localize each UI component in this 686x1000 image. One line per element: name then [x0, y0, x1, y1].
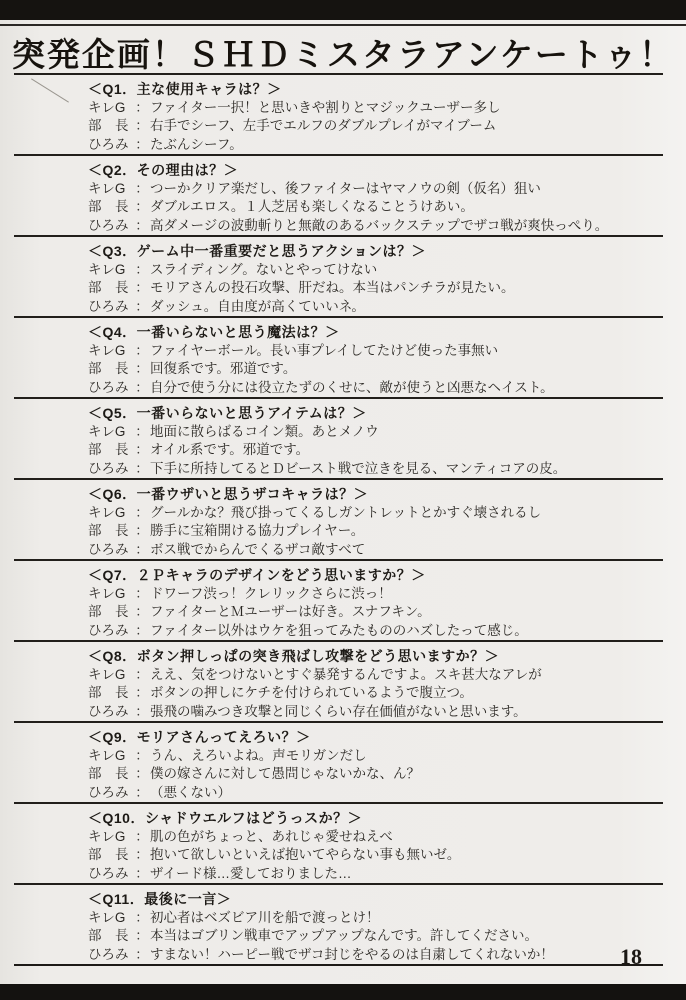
colon-separator: ：	[135, 100, 149, 115]
answer-row	[88, 298, 663, 316]
question-section-q2	[14, 154, 663, 235]
speaker-name: キレG	[88, 100, 126, 115]
answer-text: ボタンの押しにケチを付けられているようで腹立つ。	[150, 685, 473, 701]
colon-separator: ：	[135, 766, 149, 782]
answer-text: 本当はゴブリン戦車でアップアップなんです。許してください。	[150, 928, 538, 944]
speaker-name: 部 長	[88, 847, 129, 863]
colon-separator: ：	[135, 667, 149, 682]
speaker-name: ひろみ	[88, 136, 129, 152]
colon-separator: ：	[135, 199, 149, 215]
colon-separator: ：	[135, 424, 149, 439]
question-section-q1	[14, 73, 663, 154]
question-header: ＜Q10．シャドウエルフはどうっスか？＞	[88, 810, 363, 826]
speaker-name: 部 長	[88, 442, 129, 458]
answer-text: ファイター一択！と思いきや割りとマジックユーザー多し	[150, 100, 501, 115]
answer-text: すまない！ハーピー戦でザコ封じをやるのは自粛してくれないか！	[150, 946, 554, 962]
speaker-name: ひろみ	[88, 298, 129, 314]
answer-text: ファイヤーボール。長い事プレイしてたけど使った事無い	[150, 343, 499, 358]
colon-separator: ：	[135, 685, 149, 701]
answer-row	[88, 865, 663, 883]
answer-row	[88, 441, 663, 459]
answer-row	[88, 198, 663, 216]
answer-row	[88, 423, 663, 441]
speaker-name: 部 長	[88, 199, 129, 215]
answer-row	[88, 622, 663, 640]
question-header: ＜Q4．一番いらないと思う魔法は？＞	[88, 324, 340, 340]
colon-separator: ：	[135, 586, 149, 601]
answer-text: ボス戦でからんでくるザコ敵すべて	[150, 541, 366, 557]
colon-separator: ：	[135, 523, 149, 539]
answer-row	[88, 603, 663, 621]
answer-row	[88, 342, 663, 360]
answer-row	[88, 379, 663, 397]
answer-row	[88, 136, 663, 154]
colon-separator: ：	[135, 118, 149, 134]
question-header: ＜Q11．最後に一言＞	[88, 891, 232, 907]
speaker-name: ひろみ	[88, 379, 129, 395]
answer-row	[88, 703, 663, 721]
answer-row	[88, 828, 663, 846]
question-header: ＜Q2．その理由は？＞	[88, 162, 239, 178]
answer-row	[88, 217, 663, 235]
colon-separator: ：	[135, 217, 149, 233]
colon-separator: ：	[135, 298, 149, 314]
answer-row	[88, 666, 663, 684]
speaker-name: キレG	[88, 910, 126, 925]
answer-row	[88, 927, 663, 945]
answer-text: 初心者はベズビア川を船で渡っとけ！	[150, 910, 380, 925]
answer-text: ファイターとＭユーザーは好き。スナフキン。	[150, 604, 431, 620]
speaker-name: ひろみ	[88, 865, 129, 881]
answer-text: 右手でシーフ、左手でエルフのダブルプレイがマイブーム	[150, 118, 497, 134]
question-section-q10	[14, 802, 663, 883]
answer-text: ドワーフ渋っ！クレリックさらに渋っ！	[150, 586, 392, 601]
answer-text: スライディング。ないとやってけない	[150, 262, 378, 277]
top-border-bar	[0, 0, 686, 20]
speaker-name: キレG	[88, 748, 126, 763]
answer-row	[88, 541, 663, 559]
answer-text: 僕の嫁さんに対して愚問じゃないかな、ん？	[150, 766, 420, 782]
page-title: 突発企画！ＳＨＤミスタラアンケートゥ！	[11, 38, 675, 74]
answer-text: （悪くない）	[150, 784, 231, 800]
colon-separator: ：	[135, 748, 149, 763]
speaker-name: ひろみ	[88, 217, 129, 233]
colon-separator: ：	[135, 910, 149, 925]
question-header: ＜Q9．モリアさんってえろい？＞	[88, 729, 311, 745]
colon-separator: ：	[135, 622, 149, 638]
answer-text: 抱いて欲しいといえば抱いてやらない事も無いゼ。	[150, 847, 461, 863]
question-section-q5	[14, 397, 663, 478]
question-section-q6	[14, 478, 663, 559]
colon-separator: ：	[135, 784, 149, 800]
speaker-name: 部 長	[88, 928, 129, 944]
colon-separator: ：	[135, 361, 149, 377]
question-header: ＜Q8．ボタン押しっぱの突き飛ばし攻撃をどう思いますか？＞	[88, 648, 500, 664]
question-section-q4	[14, 316, 663, 397]
answer-row	[88, 946, 663, 964]
colon-separator: ：	[135, 280, 149, 296]
answer-text: うん、えろいよね。声モリガンだし	[150, 748, 367, 763]
speaker-name: 部 長	[88, 118, 129, 134]
colon-separator: ：	[135, 442, 149, 458]
speaker-name: ひろみ	[88, 946, 129, 962]
answer-text: グールかな？飛び掛ってくるしガントレットとかすぐ壊されるし	[150, 505, 542, 520]
answer-row	[88, 180, 663, 198]
answer-row	[88, 747, 663, 765]
answer-text: モリアさんの投石攻撃、肝だね。本当はパンチラが見たい。	[150, 280, 515, 296]
answer-text: つーかクリア楽だし、後ファイターはヤマノウの剣（仮名）狙い	[150, 181, 541, 196]
colon-separator: ：	[135, 343, 149, 358]
question-section-q3	[14, 235, 663, 316]
answer-text: 張飛の噛みつき攻撃と同じくらい存在価値がないと思います。	[150, 703, 527, 719]
colon-separator: ：	[135, 379, 149, 395]
speaker-name: ひろみ	[88, 622, 129, 638]
answer-row	[88, 846, 663, 864]
colon-separator: ：	[135, 541, 149, 557]
question-section-q8	[14, 640, 663, 721]
question-section-q9	[14, 721, 663, 802]
speaker-name: キレG	[88, 424, 126, 439]
colon-separator: ：	[135, 181, 149, 196]
bottom-border-bar	[0, 984, 686, 1000]
speaker-name: ひろみ	[88, 703, 129, 719]
colon-separator: ：	[135, 262, 149, 277]
answer-row	[88, 522, 663, 540]
answer-row	[88, 784, 663, 802]
colon-separator: ：	[135, 847, 149, 863]
answer-text: 地面に散らばるコイン類。あとメノウ	[150, 424, 379, 439]
colon-separator: ：	[135, 829, 149, 844]
speaker-name: キレG	[88, 262, 126, 277]
speaker-name: ひろみ	[88, 784, 129, 800]
colon-separator: ：	[135, 460, 149, 476]
speaker-name: キレG	[88, 586, 126, 601]
speaker-name: キレG	[88, 505, 126, 520]
speaker-name: キレG	[88, 343, 126, 358]
speaker-name: 部 長	[88, 523, 129, 539]
answer-row	[88, 909, 663, 927]
question-section-q11	[14, 883, 663, 964]
speaker-name: ひろみ	[88, 460, 129, 476]
question-header: ＜Q3．ゲーム中一番重要だと思うアクションは？＞	[88, 243, 426, 259]
answer-row	[88, 99, 663, 117]
speaker-name: 部 長	[88, 361, 129, 377]
answer-row	[88, 360, 663, 378]
speaker-name: ひろみ	[88, 541, 129, 557]
question-header: ＜Q6．一番ウザいと思うザコキャラは？＞	[88, 486, 369, 502]
answer-row	[88, 261, 663, 279]
question-header: ＜Q5．一番いらないと思うアイテムは？＞	[88, 405, 367, 421]
speaker-name: 部 長	[88, 604, 129, 620]
answer-text: 下手に所持してるとＤビースト戦で泣きを見る、マンティコアの皮。	[150, 460, 567, 476]
survey-content	[14, 73, 663, 964]
answer-text: オイル系です。邪道です。	[150, 442, 310, 458]
answer-text: 高ダメージの波動斬りと無敵のあるバックステップでザコ戦が爽快っぺり。	[150, 217, 609, 233]
answer-text: ええ、気をつけないとすぐ暴発するんですよ。スキ甚大なアレが	[150, 667, 542, 682]
answer-text: 回復系です。邪道です。	[150, 361, 297, 377]
answer-text: 肌の色がちょっと、あれじゃ愛せねえべ	[150, 829, 393, 844]
answer-row	[88, 279, 663, 297]
speaker-name: キレG	[88, 181, 126, 196]
colon-separator: ：	[135, 928, 149, 944]
answer-text: 自分で使う分には役立たずのくせに、敵が使うと凶悪なヘイスト。	[150, 379, 554, 395]
speaker-name: 部 長	[88, 766, 129, 782]
answer-row	[88, 504, 663, 522]
answer-row	[88, 684, 663, 702]
bottom-rule-line	[14, 964, 663, 966]
page-number: 18	[620, 944, 642, 969]
speaker-name: キレG	[88, 667, 126, 682]
speaker-name: 部 長	[88, 685, 129, 701]
question-header: ＜Q7．２Ｐキャラのデザインをどう思いますか？＞	[88, 567, 426, 583]
question-header: ＜Q1．主な使用キャラは？＞	[88, 81, 282, 97]
answer-text: ザイード様…愛しておりました…	[150, 865, 352, 881]
answer-text: ファイター以外はウケを狙ってみたもののハズしたって感じ。	[150, 622, 528, 638]
answer-row	[88, 765, 663, 783]
colon-separator: ：	[135, 505, 149, 520]
colon-separator: ：	[135, 946, 149, 962]
colon-separator: ：	[135, 136, 149, 152]
speaker-name: 部 長	[88, 280, 129, 296]
answer-row	[88, 460, 663, 478]
top-rule-line	[0, 24, 686, 26]
answer-text: たぶんシーフ。	[150, 136, 243, 152]
answer-row	[88, 117, 663, 135]
answer-text: 勝手に宝箱開ける協力プレイヤー。	[150, 523, 365, 539]
colon-separator: ：	[135, 703, 149, 719]
colon-separator: ：	[135, 604, 149, 620]
question-section-q7	[14, 559, 663, 640]
answer-row	[88, 585, 663, 603]
speaker-name: キレG	[88, 829, 126, 844]
answer-text: ダブルエロス。１人芝居も楽しくなることうけあい。	[150, 199, 474, 215]
answer-text: ダッシュ。自由度が高くていいネ。	[150, 298, 365, 314]
colon-separator: ：	[135, 865, 149, 881]
